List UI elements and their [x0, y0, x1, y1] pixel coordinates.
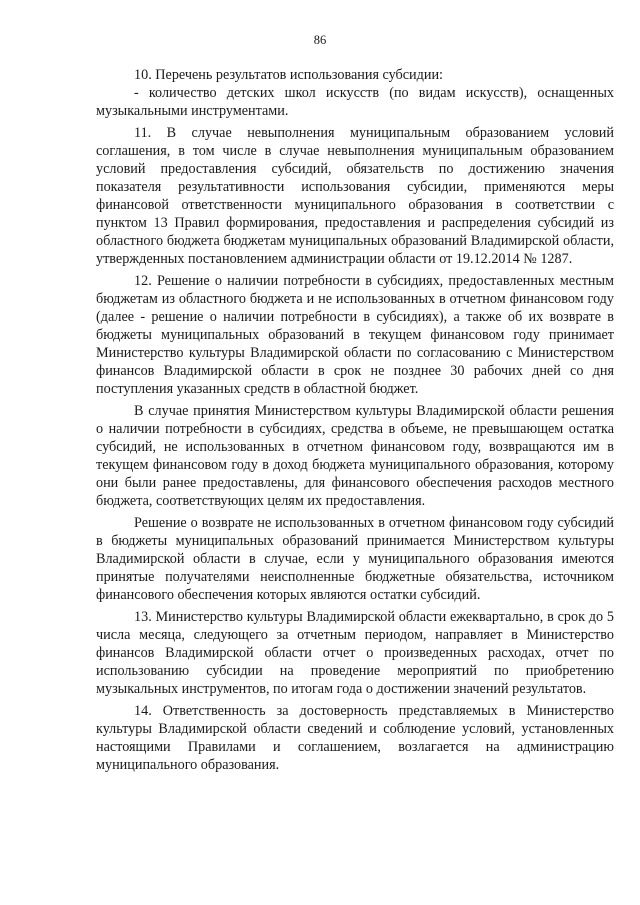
paragraph-item-12-case: В случае принятия Министерством культуры Владимирской области решения о наличии потребности в субсидиях, средства в объеме, не превышающем остатка субсидий, не использованных в отчетном финансовом году, возвращаются им в текущем финансовом году в доход бюджета муниципального образования, которому они были ранее предоставлены, для финансового обеспечения расходов местного бюджета, соответствующих целям их предоставления. — [96, 403, 614, 509]
paragraph-item-10-result: - количество детских школ искусств (по видам искусств), оснащенных музыкальными инструментами. — [96, 85, 614, 119]
paragraph-item-13: 13. Министерство культуры Владимирской области ежеквартально, в срок до 5 числа месяца, следующего за отчетным периодом, направляет в Министерство финансов Владимирской области отчет о произведенных расходах, отчет по использованию субсидии на проведение мероприятий по приобретению музыкальных инструментов, по итогам года о достижении значений результатов. — [96, 609, 614, 697]
paragraph-item-12-return: Решение о возврате не использованных в отчетном финансовом году субсидий в бюджеты муниципальных образований принимается Министерством культуры Владимирской области в случае, если у муниципального образования имеются принятые получателями неисполненные бюджетные обязательства, источником финансового обеспечения которых являются остатки субсидий. — [96, 515, 614, 603]
paragraph-item-10: 10. Перечень результатов использования субсидии: — [134, 67, 443, 83]
page-number: 86 — [313, 33, 327, 47]
paragraph-item-14: 14. Ответственность за достоверность представляемых в Министерство культуры Владимирской области сведений и соблюдение условий, установленных настоящими Правилами и соглашением, возлагается на администрацию муниципального образования. — [96, 703, 614, 773]
paragraph-item-12: 12. Решение о наличии потребности в субсидиях, предоставленных местным бюджетам из областного бюджета и не использованных в отчетном финансовом году (далее - решение о наличии потребности в субсидиях), а также об их возврате в бюджеты муниципальных образований в текущем финансовом году принимает Министерство культуры Владимирской области по согласованию с Министерством финансов Владимирской области в срок не позднее 30 рабочих дней со дня поступления указанных средств в областной бюджет. — [96, 273, 614, 397]
paragraph-item-11: 11. В случае невыполнения муниципальным образованием условий соглашения, в том числе в случае невыполнения муниципальным образованием условий предоставления субсидий, обязательств по достижению значения показателя результативности использования субсидии, применяются меры финансовой ответственности муниципального образования в соответствии с пунктом 13 Правил формирования, предоставления и распределения субсидий из областного бюджета бюджетам муниципальных образований Владимирской области, утвержденных постановлением администрации области от 19.12.2014 № 1287. — [96, 125, 614, 267]
document-body — [96, 66, 614, 774]
